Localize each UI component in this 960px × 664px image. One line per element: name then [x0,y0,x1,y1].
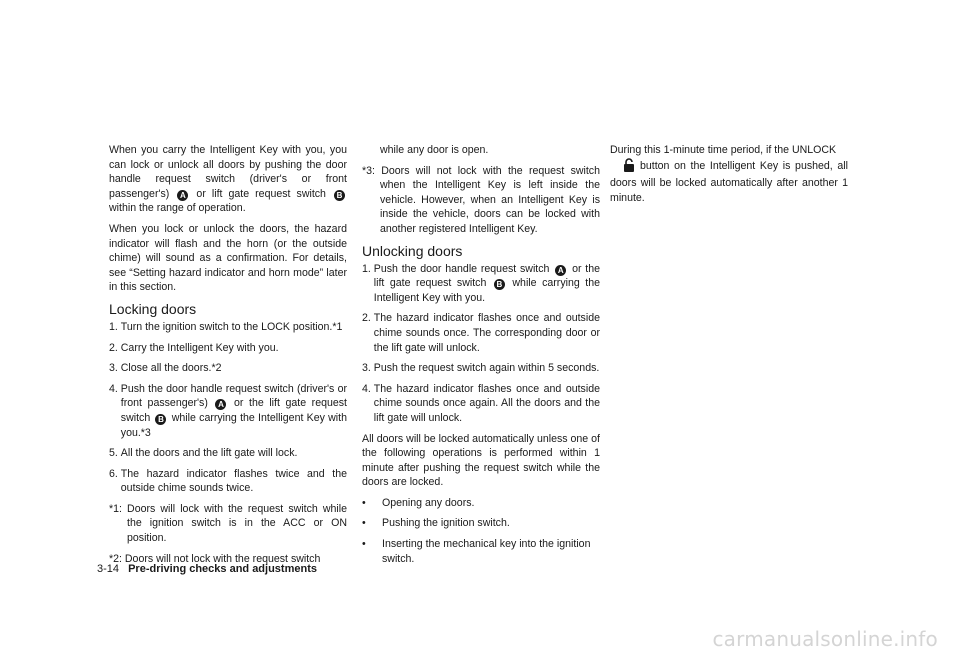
footnote-1: *1: Doors will lock with the request switch while the ignition switch is in the ACC or ON position. [109,502,347,545]
list-item: • Inserting the mechanical key into the ignition switch. [362,538,591,565]
locking-step-3: 3. Close all the doors.*2 [109,362,222,375]
footnote-2: *2: Doors will not lock with the request switch [109,552,321,565]
unlocking-step-3: 3. Push the request switch again within 5 seconds. [362,362,600,375]
bullet-icon: • [362,538,366,551]
footnote-2-continued: while any door is open. [380,144,489,156]
callout-a-badge: A [177,190,188,201]
list-item: • Opening any doors. [362,496,475,509]
column-left [109,143,347,572]
unlock-icon [622,158,636,177]
unlocking-step-1: 1. Push the door handle request switch A or the lift gate request switch B while carrying the Intelligent Key with you. [362,262,601,304]
locking-step-1: 1. Turn the ignition switch to the LOCK position.*1 [109,320,343,333]
unlocking-step-4: 4. The hazard indicator flashes once and outside chime sounds once again. All the doors and the lift gate will unlock. [362,382,600,424]
locking-step-5: 5. All the doors and the lift gate will lock. [109,447,298,460]
callout-b-badge: B [155,414,166,425]
locking-step-6: 6. The hazard indicator flashes twice and the outside chime sounds twice. [109,467,347,495]
section-title: Pre-driving checks and adjustments [128,563,317,575]
unlock-button-paragraph: During this 1-minute time period, if the UNLOCK button on the Intelligent Key is pushed, all doors will be locked automatically after another 1 minute. [610,144,848,204]
locking-step-2: 2. Carry the Intelligent Key with you. [109,341,279,354]
intro-paragraph-2: When you lock or unlock the doors, the hazard indicator will flash and the horn (or the outside chime) will sound as a confirmation. For details, see “Setting hazard indicator and horn mode” later in this section. [109,222,347,294]
callout-b-badge: B [494,279,505,290]
auto-lock-paragraph: All doors will be locked automatically unless one of the following operations is performed within 1 minute after pushing the request switch while the doors are locked. [362,432,600,489]
column-middle [362,143,600,572]
watermark: carmanualsonline.info [712,627,938,651]
intro-paragraph-1: When you carry the Intelligent Key with you, you can lock or unlock all doors by pushing the door handle request switch (driver's or front passenger's) A or lift gate request switch B within the range of operation. [109,144,347,215]
bullet-icon: • [362,496,366,509]
callout-b-badge: B [334,190,345,201]
bullet-icon: • [362,517,366,530]
footnote-3: *3: Doors will not lock with the request switch when the Intelligent Key is left inside the vehicle. However, when an Intelligent Key is inside the vehicle, doors can be locked with another registered Intelligent Key. [362,164,600,235]
unlocking-step-2: 2. The hazard indicator flashes once and outside chime sounds once. The corresponding door or the lift gate will unlock. [362,312,600,354]
locking-step-4: 4. Push the door handle request switch (driver's or front passenger's) A or the lift gate request switch B while carrying the Intelligent Key with you.*3 [109,382,347,439]
locking-doors-heading: Locking doors [109,300,197,317]
column-right [610,143,848,211]
list-item: • Pushing the ignition switch. [362,517,510,530]
callout-a-badge: A [215,399,226,410]
page-footer [97,562,317,576]
callout-a-badge: A [555,265,566,276]
unlocking-doors-heading: Unlocking doors [362,242,463,259]
page-number: 3-14 [97,563,120,575]
